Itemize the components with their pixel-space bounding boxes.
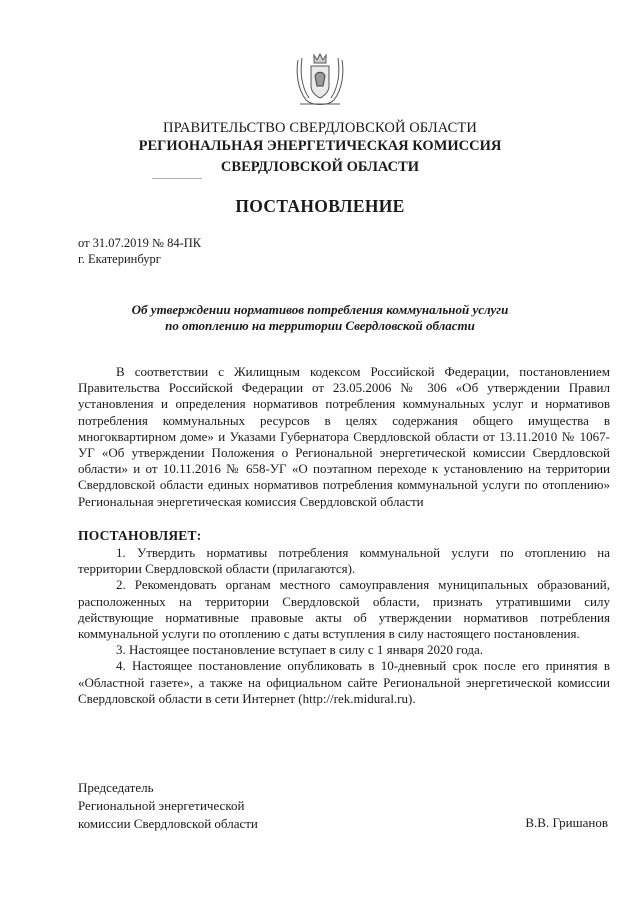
signatory-title-line3: комиссии Свердловской области <box>78 816 258 831</box>
commission-name-line2: СВЕРДЛОВСКОЙ ОБЛАСТИ <box>220 159 420 175</box>
resolution-item: 3. Настоящее постановление вступает в силу с 1 января 2020 года. <box>116 642 484 658</box>
resolution-item: 2. Рекомендовать органам местного самоуправления муниципальных образований, расположенных на территории Свердловской области, признать утратившими силу действующие нормативные правовые акты об утверждении нормативов потребления коммунальной услуги по отоплению с даты вступления в силу настоящего постановления. <box>78 577 610 642</box>
document-type-title: ПОСТАНОВЛЕНИЕ <box>235 196 405 216</box>
commission-name-line1: РЕГИОНАЛЬНАЯ ЭНЕРГЕТИЧЕСКАЯ КОМИССИЯ <box>138 138 502 154</box>
resolution-item: 1. Утвердить нормативы потребления коммунальной услуги по отоплению на территории Свердловской области (прилагаются). <box>78 545 610 577</box>
signatory-title <box>78 779 258 833</box>
signatory-title-line1: Председатель <box>78 780 154 795</box>
signatory-title-line2: Региональной энергетической <box>78 798 245 813</box>
preamble-paragraph <box>78 364 610 510</box>
government-name: ПРАВИТЕЛЬСТВО СВЕРДЛОВСКОЙ ОБЛАСТИ <box>163 120 477 136</box>
coat-of-arms-icon <box>292 52 348 110</box>
subject-line2: по отоплению на территории Свердловской области <box>165 318 475 333</box>
resolves-heading: ПОСТАНОВЛЯЕТ: <box>78 528 202 543</box>
signatory-name: В.В. Гришанов <box>525 815 608 830</box>
document-city: г. Екатеринбург <box>78 252 161 266</box>
document-date-number: от 31.07.2019 № 84-ПК <box>78 236 202 250</box>
resolution-items <box>78 545 610 707</box>
subject-line1: Об утверждении нормативов потребления коммунальной услуги <box>131 302 509 317</box>
header-divider <box>152 178 202 179</box>
resolution-item: 4. Настоящее постановление опубликовать в 10-дневный срок после его принятия в «Областной газете», а также на официальном сайте Региональной энергетической комиссии Свердловской области в сети Интернет (http://rek.midural.ru). <box>78 658 610 706</box>
preamble-text: В соответствии с Жилищным кодексом Российской Федерации, постановлением Правительства Российской Федерации от 23.05.2006 № 306 «Об утверждении Правил установления и определения нормативов потребления коммунальных услуг и нормативов потребления коммунальных ресурсов в целях содержания общего имущества в многоквартирном доме» и Указами Губернатора Свердловской области от 13.11.2010 № 1067-УГ «Об утверждении Положения о Региональной энергетической комиссии Свердловской области» и от 10.11.2016 № 658-УГ «О поэтапном переходе к установлению на территории Свердловской области единых нормативов потребления коммунальной услуги по отоплению» Региональная энергетическая комиссия Свердловской области <box>78 364 610 509</box>
